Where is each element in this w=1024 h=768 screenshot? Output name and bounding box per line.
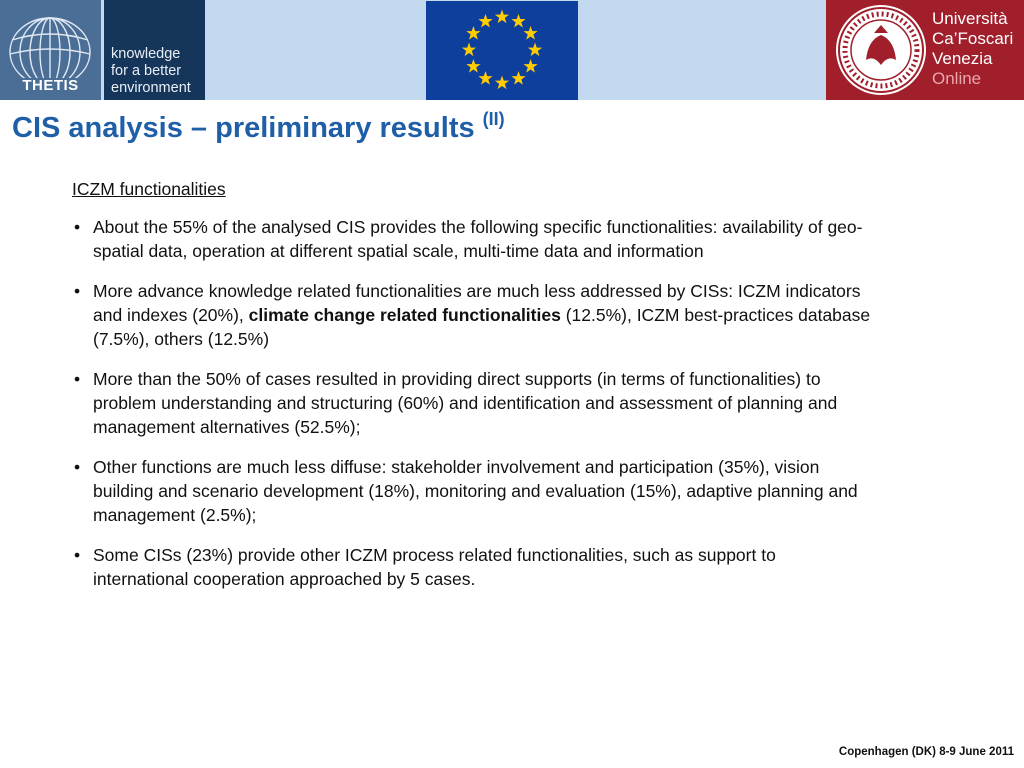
bullet-item [72, 367, 872, 439]
slide-content [72, 177, 872, 607]
bullet-marker: • [74, 369, 81, 389]
university-logo-line: Online [932, 69, 982, 88]
bullet-marker: • [74, 281, 81, 301]
header-banner [0, 0, 1024, 100]
eu-star-icon [478, 14, 492, 28]
cafoscari-logo [826, 0, 1024, 100]
bullet-bold-text: climate change related functionalities [248, 305, 561, 325]
bullet-marker: • [74, 217, 81, 237]
bullet-text: About the 55% of the analysed CIS provides the following specific functionalities: availability of geo-spatial data, operation at different spatial scale, multi-time data and information [93, 217, 863, 261]
slide-title-text: CIS analysis – preliminary results [12, 112, 475, 144]
slide-title-superscript: (II) [482, 109, 505, 129]
eu-star-icon [478, 71, 492, 85]
eu-star-icon [523, 26, 537, 40]
thetis-wordmark: THETIS [22, 77, 79, 94]
bullet-item [72, 455, 872, 527]
sphere-icon [0, 0, 101, 78]
footer-text: Copenhagen (DK) 8-9 June 2011 [838, 746, 1014, 758]
knowledge-logo-line: for a better [111, 63, 182, 79]
eu-star-icon [511, 71, 525, 85]
eu-star-icon [462, 43, 476, 57]
bullet-item [72, 279, 872, 351]
knowledge-logo-line: environment [111, 80, 191, 96]
university-logo-line: Ca’Foscari [932, 29, 1014, 48]
university-seal [836, 5, 926, 95]
bullet-text: More advance knowledge related functionalities are much less addressed by CISs: ICZM indicators and indexes (20%), [93, 281, 861, 325]
bullet-text: Other functions are much less diffuse: stakeholder involvement and participation (35%), vision building and scenario development (18%), monitoring and evaluation (15%), adaptive planning and management (2.5%); [93, 457, 858, 525]
bullet-list [72, 215, 872, 591]
bullet-text: Some CISs (23%) provide other ICZM process related functionalities, such as support to international cooperation approached by 5 cases. [93, 545, 776, 589]
university-logo-line: Venezia [932, 49, 993, 68]
thetis-logo [0, 0, 101, 100]
eu-flag-icon [426, 1, 578, 100]
eu-star-icon [523, 59, 537, 73]
bullet-item [72, 215, 872, 263]
eu-stars [426, 1, 578, 100]
section-subheading: ICZM functionalities [72, 179, 226, 199]
eu-star-icon [511, 14, 525, 28]
eu-star-icon [495, 76, 509, 90]
bullet-text-tail: (12.5%), ICZM best-practices database (7.5%), others (12.5%) [93, 305, 871, 349]
university-logo-line: Università [932, 9, 1008, 28]
eu-star-icon [466, 26, 480, 40]
knowledge-logo-line: knowledge [111, 46, 181, 62]
eu-star-icon [495, 10, 509, 24]
bullet-item [72, 543, 872, 591]
bullet-marker: • [74, 457, 81, 477]
bullet-text: More than the 50% of cases resulted in providing direct supports (in terms of functionalities) to problem understanding and structuring (60%) and identification and assessment of planning and management alternatives (52.5%); [93, 369, 838, 437]
knowledge-logo [104, 0, 205, 100]
bullet-marker: • [74, 545, 81, 565]
eu-star-icon [528, 43, 542, 57]
eu-star-icon [466, 59, 480, 73]
lion-seal-icon [836, 5, 926, 95]
slide-title [12, 100, 505, 147]
